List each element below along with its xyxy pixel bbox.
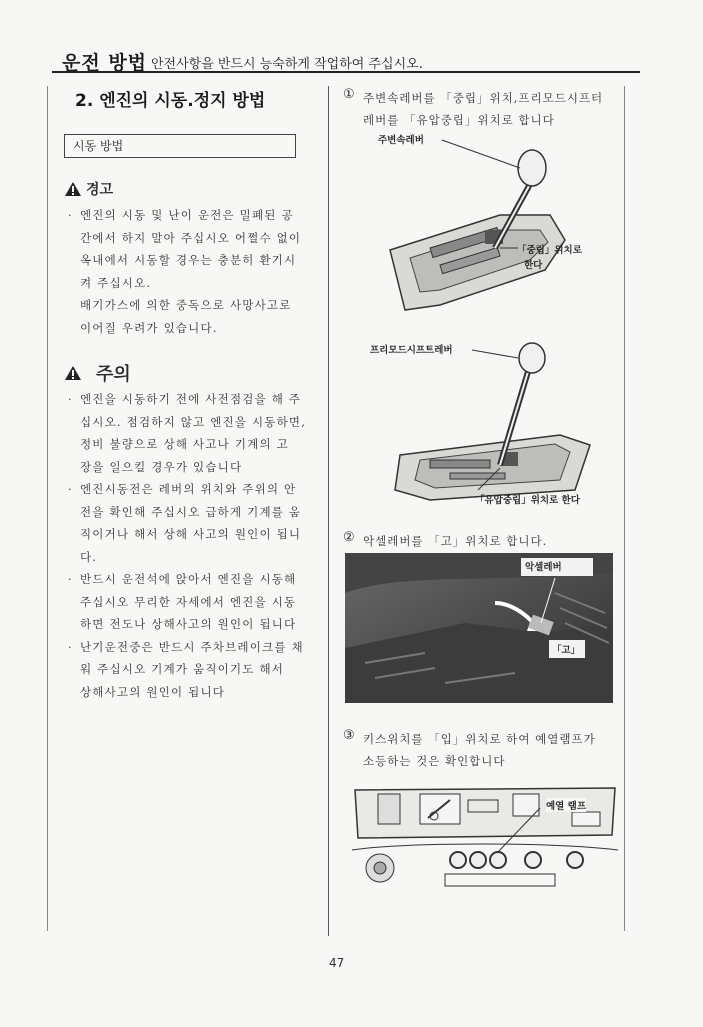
caution-line: 반드시 운전석에 앉아서 엔진을 시동해 [80, 572, 297, 586]
caution-body [68, 388, 330, 703]
neutral-position-label-2: 한다 [524, 260, 543, 271]
section-title: 2. 엔진의 시동.정지 방법 [75, 91, 266, 111]
caution-heading [64, 360, 131, 386]
caution-item [68, 478, 330, 568]
step-line: 키스위치를 「입」위치로 하여 예열램프가 [363, 732, 596, 746]
warning-line: 이어질 우려가 있습니다. [80, 320, 218, 335]
caution-line: 상해사고의 원인이 됩니다 [80, 684, 226, 699]
caution-line: 하면 전도나 상해사고의 원인이 됩니다 [80, 617, 297, 631]
caution-line: 십시오. 점검하지 않고 엔진을 시동하면, [80, 414, 307, 429]
caution-triangle-icon [64, 365, 82, 381]
caution-heading-text: 주의 [96, 364, 131, 385]
main-shift-lever-label: 주변속레버 [378, 135, 424, 146]
step-number: ① [343, 87, 355, 102]
step-line: 소등하는 것은 확인합니다 [363, 754, 506, 768]
main-shift-lever-figure [350, 130, 625, 330]
step-text [343, 530, 633, 552]
step-line: 악셀레버를 「고」위치로 합니다. [363, 534, 548, 548]
step-line: 레버를 「유압중립」위치로 합니다 [363, 113, 555, 127]
step-text [343, 87, 633, 131]
header-title: 운전 방법 [62, 52, 148, 74]
warning-line: 간에서 하지 말아 주십시오 어쩔수 없이 [80, 230, 302, 245]
high-position-label: 「고」 [552, 645, 581, 656]
bullet-mark: · [68, 572, 73, 586]
header-subtitle: 안전사항을 반드시 능숙하게 작업하여 주십시오. [151, 57, 423, 72]
warning-body [68, 204, 330, 339]
start-method-label: 시동 방법 [73, 139, 124, 153]
step-line: 주변속레버를 「중립」위치,프리모드시프터 [363, 91, 604, 105]
page-number: 47 [329, 956, 345, 970]
caution-line: 다. [80, 549, 98, 564]
step-2 [343, 530, 633, 552]
caution-line: 워 주십시오 기계가 움직이기도 해서 [80, 662, 285, 676]
caution-item [68, 636, 330, 704]
step-3 [343, 728, 633, 772]
bullet-mark: · [68, 482, 73, 496]
accelerator-lever-label: 악셀레버 [525, 562, 562, 573]
preheat-lamp-label: 예열 램프 [546, 798, 586, 812]
warning-heading-text: 경고 [86, 182, 114, 198]
step-number: ② [343, 530, 355, 545]
warning-line: 켜 주십시오. [80, 275, 152, 290]
warning-line: 옥내에서 시동할 경우는 충분히 환기시 [80, 253, 297, 267]
caution-line: 직이거나 해서 상해 사고의 원인이 됩니 [80, 527, 302, 541]
caution-line: 주십시오 무리한 자세에서 엔진을 시동 [80, 594, 297, 609]
bullet-mark: · [68, 639, 73, 654]
step-1 [343, 87, 633, 131]
warning-triangle-icon [64, 181, 82, 197]
free-mode-shift-lever-label: 프리모드시프트레버 [370, 345, 453, 356]
warning-line: 엔진의 시동 및 난이 운전은 밀폐된 공 [80, 208, 294, 222]
caution-line: 전을 확인해 주십시오 급하게 기계를 움 [80, 504, 302, 519]
caution-line: 장을 일으킬 경우가 있습니다 [80, 459, 243, 474]
bullet-mark: · [68, 392, 73, 406]
neutral-position-label: 「중립」위치로 [517, 245, 582, 256]
accelerator-lever-photo [345, 553, 613, 703]
caution-line: 엔진시동전은 레버의 위치와 주위의 안 [80, 482, 297, 496]
header-rule [52, 71, 640, 73]
hydraulic-neutral-position-label: 「유압중립」위치로 한다 [475, 495, 580, 506]
left-margin-line [47, 86, 48, 931]
step-text [343, 728, 633, 772]
warning-item [68, 204, 330, 339]
caution-line: 난기운전중은 반드시 주차브레이크를 채 [80, 639, 304, 654]
caution-item [68, 388, 330, 478]
warning-heading [64, 179, 113, 199]
warning-line: 배기가스에 의한 중독으로 사망사고로 [80, 298, 292, 312]
caution-line: 정비 불량으로 상해 사고나 기계의 고 [80, 437, 289, 451]
step-number: ③ [343, 728, 355, 743]
caution-line: 엔진을 시동하기 전에 사전점검을 해 주 [80, 392, 302, 406]
bullet-mark: · [68, 208, 73, 222]
caution-item [68, 568, 330, 636]
